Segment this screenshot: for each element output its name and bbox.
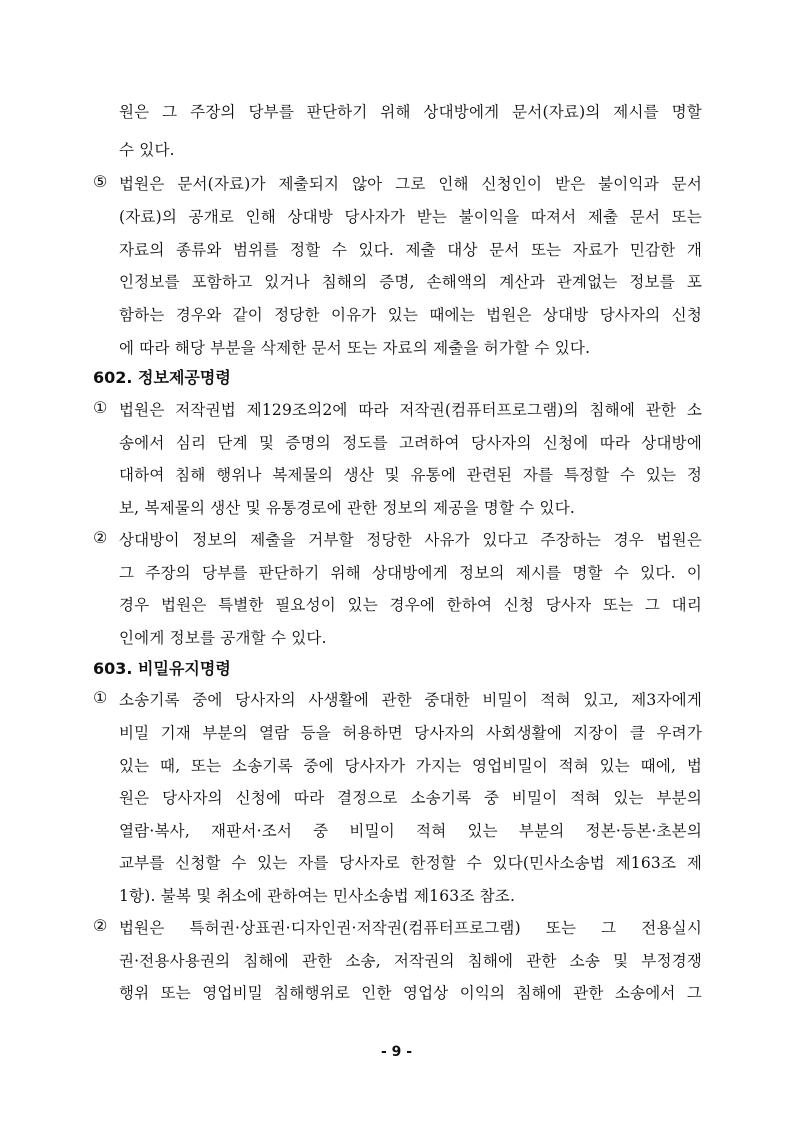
section-heading: 603. 비밀유지명령 bbox=[93, 659, 231, 678]
paragraph-line: 수 있다. bbox=[119, 141, 175, 159]
page-number: - 9 - bbox=[380, 1044, 413, 1060]
paragraph-line: (자료)의 공개로 인해 상대방 당사자가 받는 불이익을 따져서 제출 문서 또는 bbox=[119, 208, 702, 226]
paragraph-line: 경우 법원은 특별한 필요성이 있는 경우에 한하여 신청 당사자 또는 그 대리 bbox=[119, 596, 702, 614]
paragraph-line: 교부를 신청할 수 있는 자를 당사자로 한정할 수 있다(민사소송법 제163조 제 bbox=[119, 854, 702, 872]
paragraph-line: 행위 또는 영업비밀 침해행위로 인한 영업상 이익의 침해에 관한 소송에서 그 bbox=[119, 984, 702, 1002]
item-marker: ① bbox=[93, 398, 108, 417]
item-marker: ② bbox=[93, 528, 108, 547]
paragraph-line: 대하여 침해 행위나 복제물의 생산 및 유통에 관련된 자를 특정할 수 있는 정 bbox=[119, 466, 702, 484]
paragraph-line: 함하는 경우와 같이 정당한 이유가 있는 때에는 법원은 상대방 당사자의 신청 bbox=[119, 306, 702, 324]
paragraph-line: 법원은 문서(자료)가 제출되지 않아 그로 인해 신청인이 받은 불이익과 문서 bbox=[119, 175, 702, 193]
paragraph-line: 원은 당사자의 신청에 따라 결정으로 소송기록 중 비밀이 적혀 있는 부분의 bbox=[119, 789, 702, 807]
paragraph-line: 인정보를 포함하고 있거나 침해의 증명, 손해액의 계산과 관계없는 정보를 포 bbox=[119, 273, 702, 291]
paragraph-line: 1항). 불복 및 취소에 관하여는 민사소송법 제163조 참조. bbox=[119, 887, 516, 905]
paragraph-line: 법원은 특허권·상표권·디자인권·저작권(컴퓨터프로그램) 또는 그 전용실시 bbox=[119, 919, 702, 937]
paragraph-line: 법원은 저작권법 제129조의2에 따라 저작권(컴퓨터프로그램)의 침해에 관한 소 bbox=[119, 401, 702, 419]
paragraph-line: 인에게 정보를 공개할 수 있다. bbox=[119, 629, 327, 647]
paragraph-line: 자료의 종류와 범위를 정할 수 있다. 제출 대상 문서 또는 자료가 민감한 개 bbox=[119, 241, 702, 259]
paragraph-line: 비밀 기재 부분의 열람 등을 허용하면 당사자의 사회생활에 지장이 클 우려가 bbox=[119, 724, 702, 742]
paragraph-line: 에 따라 해당 부분을 삭제한 문서 또는 자료의 제출을 허가할 수 있다. bbox=[119, 339, 591, 357]
paragraph-line: 그 주장의 당부를 판단하기 위해 상대방에게 정보의 제시를 명할 수 있다. 이 bbox=[119, 564, 702, 582]
paragraph-line: 보, 복제물의 생산 및 유통경로에 관한 정보의 제공을 명할 수 있다. bbox=[119, 499, 576, 517]
paragraph-line: 있는 때, 또는 소송기록 중에 당사자가 가지는 영업비밀이 적혀 있는 때에, 법 bbox=[119, 757, 702, 775]
item-marker: ② bbox=[93, 916, 108, 935]
item-marker: ⑤ bbox=[93, 172, 108, 191]
section-heading: 602. 정보제공명령 bbox=[93, 368, 231, 387]
paragraph-line: 소송기록 중에 당사자의 사생활에 관한 중대한 비밀이 적혀 있고, 제3자에게 bbox=[119, 691, 702, 709]
paragraph-line: 권·전용사용권의 침해에 관한 소송, 저작권의 침해에 관한 소송 및 부정경쟁 bbox=[119, 952, 702, 970]
paragraph-line: 송에서 심리 단계 및 증명의 정도를 고려하여 당사자의 신청에 따라 상대방에 bbox=[119, 434, 702, 452]
paragraph-line: 원은 그 주장의 당부를 판단하기 위해 상대방에게 문서(자료)의 제시를 명할 bbox=[119, 103, 702, 121]
item-marker: ① bbox=[93, 688, 108, 707]
paragraph-line: 열람·복사, 재판서·조서 중 비밀이 적혀 있는 부분의 정본·등본·초본의 bbox=[119, 822, 702, 840]
paragraph-line: 상대방이 정보의 제출을 거부할 정당한 사유가 있다고 주장하는 경우 법원은 bbox=[119, 531, 702, 549]
